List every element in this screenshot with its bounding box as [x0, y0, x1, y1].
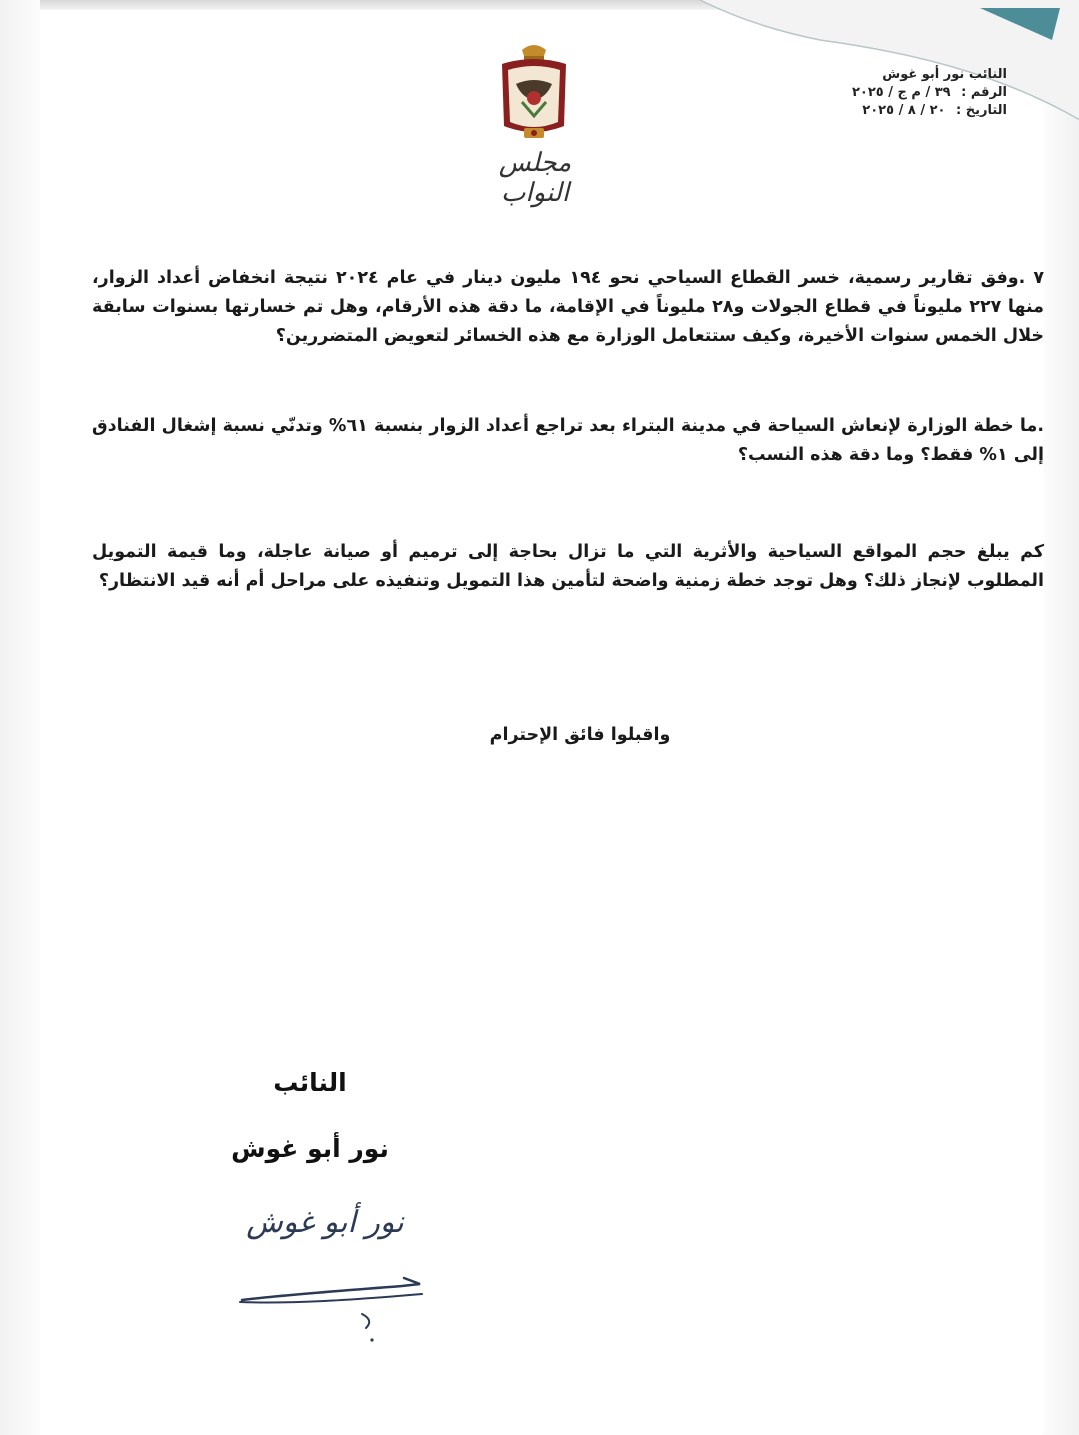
scan-edge-left [0, 0, 40, 1435]
reference-number-line [852, 84, 1007, 102]
sender-line: النائب نور أبو غوش [882, 67, 1007, 82]
scan-edge-right [1043, 0, 1079, 1435]
handwritten-name: نور أبو غوش [246, 1205, 404, 1240]
question-paragraph-3: كم يبلغ حجم المواقع السياحية والأثرية التي ما تزال بحاجة إلى ترميم أو صيانة عاجلة، وما قيمة التمويل المطلوب لإنجاز ذلك؟ وهل توجد خطة زمنية واضحة لتأمين هذا التمويل وتنفيذه على مراحل أم أنه قيد الانتظار؟ [92, 542, 1044, 591]
date-line [852, 102, 1007, 120]
reference-number: ٣٩ / م ج / ٢٠٢٥ [851, 85, 951, 100]
date-value: ٢٠ / ٨ / ٢٠٢٥ [862, 103, 946, 118]
council-name: مجلس النواب [498, 148, 572, 208]
reference-block [852, 66, 1007, 120]
date-label: التاريخ : [956, 103, 1007, 118]
reference-label: الرقم : [961, 85, 1007, 100]
closing-salutation: واقبلوا فائق الإحترام [489, 725, 671, 745]
question-paragraph-2: .ما خطة الوزارة لإنعاش السياحة في مدينة البتراء بعد تراجع أعداد الزوار بنسبة ٦١% وتدنّي نسبة إشغال الفنادق إلى ١% فقط؟ وما دقة هذه النسب؟ [92, 416, 1044, 465]
signatory-title: النائب [273, 1068, 347, 1097]
signature-scribble [232, 1268, 432, 1348]
coat-of-arms-emblem [494, 40, 574, 144]
signatory-name: نور أبو غوش [231, 1134, 389, 1163]
question-paragraph-1: ٧ .وفق تقارير رسمية، خسر القطاع السياحي نحو ١٩٤ مليون دينار في عام ٢٠٢٤ نتيجة انخفاض أعداد الزوار، منها ٢٢٧ مليوناً في قطاع الجولات و٢٨ مليوناً في الإقامة، ما دقة هذه الأرقام، وهل تم خسارتها بسنوات سابقة خلال الخمس سنوات الأخيرة، وكيف ستتعامل الوزارة مع هذه الخسائر لتعويض المتضررين؟ [92, 268, 1044, 346]
